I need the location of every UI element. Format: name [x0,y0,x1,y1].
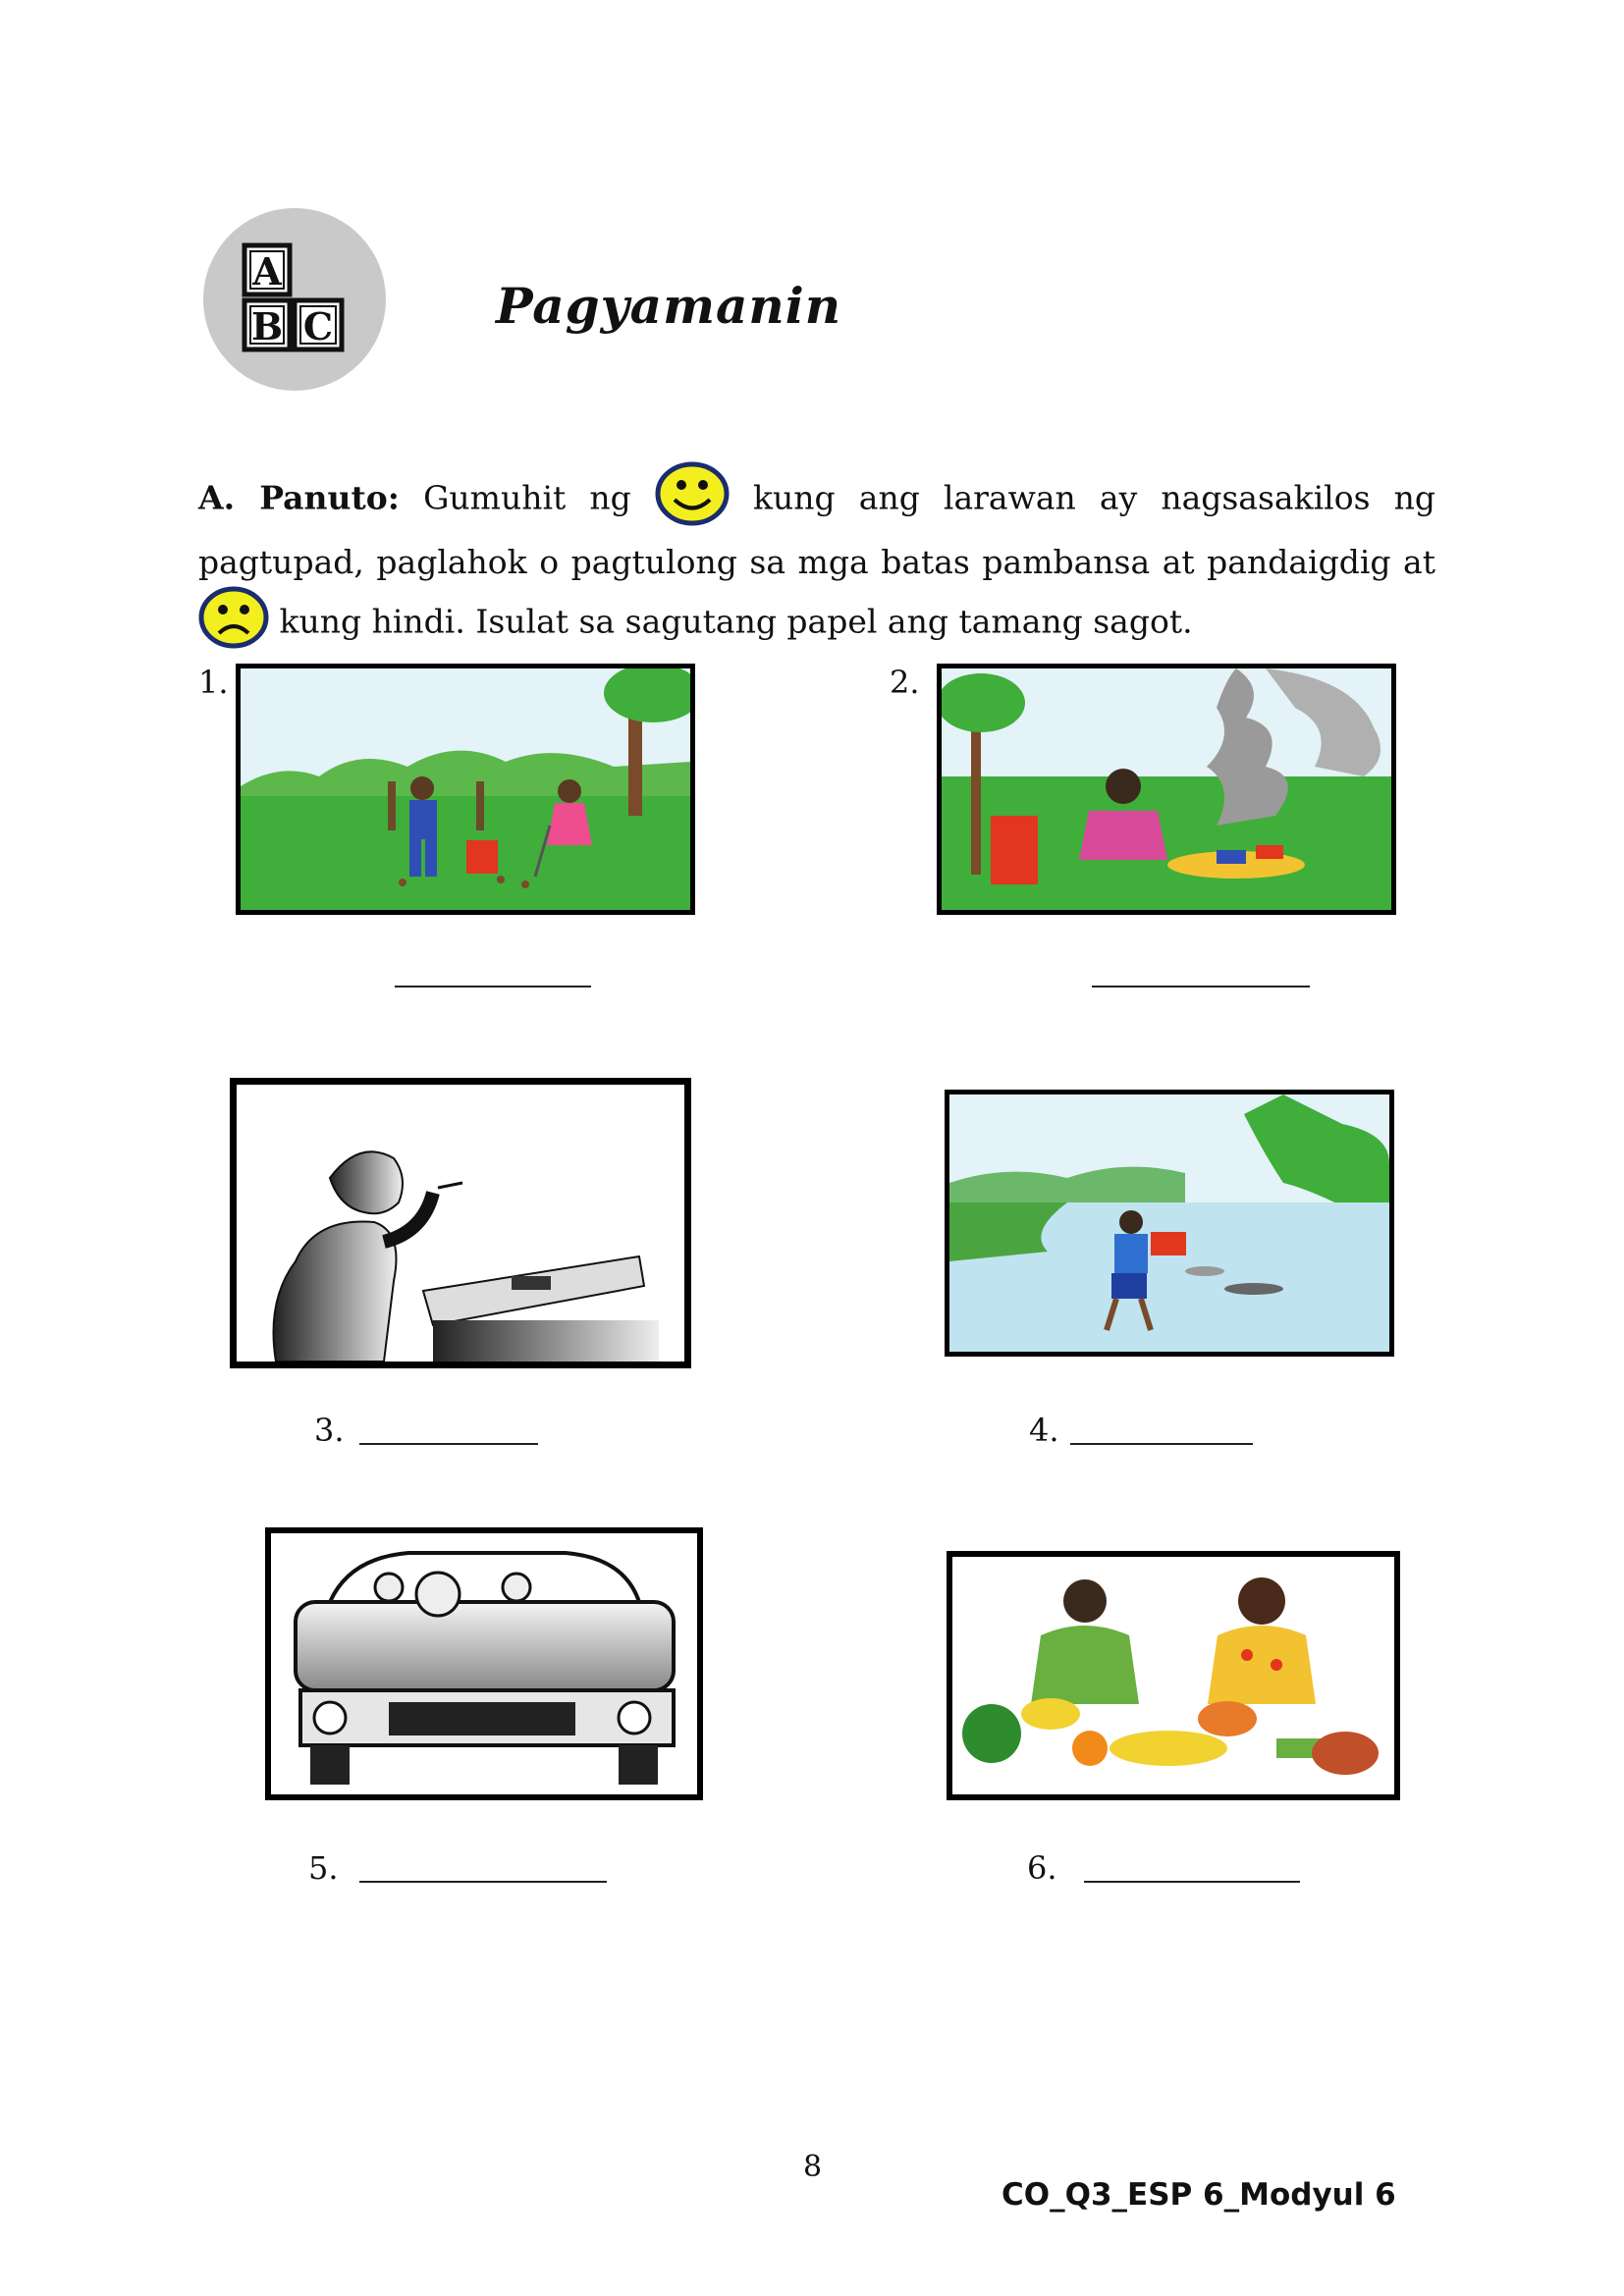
item-number-5: 5. [308,1849,339,1887]
instructions-text-3: kung hindi. Isulat sa sagutang papel ang tamang sagot. [279,602,1193,641]
answer-blank-1[interactable] [395,986,591,988]
page-number: 8 [803,2150,823,2184]
item-number-2: 2. [890,664,920,701]
item-number-1: 1. [198,664,229,701]
answer-blank-6[interactable] [1084,1881,1300,1883]
answer-blank-4[interactable] [1070,1443,1253,1445]
section-title: Pagyamanin [496,277,842,335]
picture-boy-dumping-trash-in-river [945,1090,1394,1357]
picture-family-with-healthy-food [947,1551,1400,1800]
picture-children-picking-up-trash [236,664,695,915]
instructions-label: A. Panuto: [198,478,400,517]
item-number-4: 4. [1029,1412,1059,1449]
answer-blank-5[interactable] [359,1881,607,1883]
picture-woman-burning-garbage [937,664,1396,915]
instructions [198,461,1435,662]
instructions-text-1: Gumuhit ng [423,478,631,517]
item-number-6: 6. [1027,1849,1057,1887]
svg-text:C: C [302,304,334,348]
item-number-3: 3. [314,1412,345,1449]
answer-blank-2[interactable] [1092,986,1310,988]
picture-man-smoking [230,1078,691,1368]
answer-blank-3[interactable] [359,1443,538,1445]
picture-family-in-car [265,1527,703,1800]
svg-text:A: A [252,249,282,294]
instructions-text-2: kung ang larawan ay nagsasakilos ng pagtupad, paglahok o pagtulong sa mga batas pambansa at pandaigdig at [198,478,1435,581]
abc-blocks-icon [201,206,388,393]
module-code: CO_Q3_ESP 6_Modyul 6 [1001,2177,1396,2213]
frowning-face-icon [198,586,269,662]
svg-text:B: B [250,304,284,348]
smiley-face-icon [655,461,730,539]
